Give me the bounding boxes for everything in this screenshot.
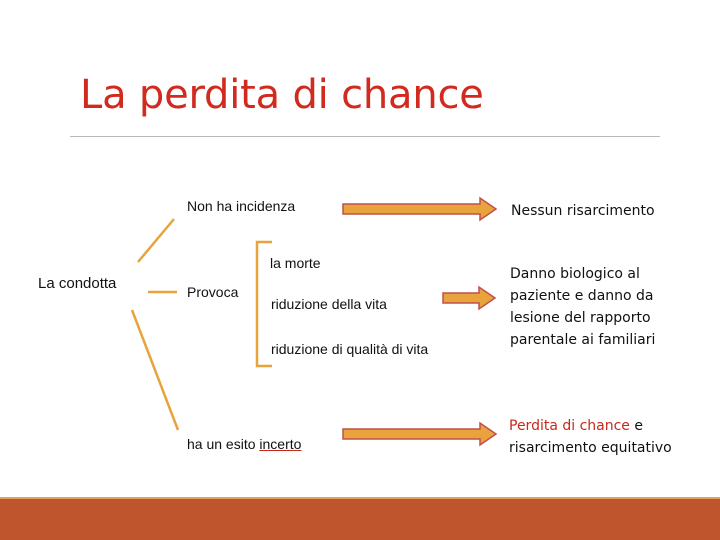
perdita-line2: risarcimento equitativo — [509, 440, 672, 456]
footer-bar — [0, 499, 720, 540]
node-non-ha-incidenza: Non ha incidenza — [187, 198, 296, 214]
outcome-danno-line: parentale ai familiari — [510, 332, 656, 348]
connector-down — [132, 310, 178, 430]
perdita-rest: e — [629, 418, 643, 434]
arrow-esito-incerto — [343, 423, 496, 445]
node-riduzione-vita: riduzione della vita — [271, 296, 387, 312]
outcome-danno-line: lesione del rapporto — [510, 310, 651, 326]
arrow-riduzione — [443, 287, 495, 309]
node-provoca: Provoca — [187, 284, 239, 300]
arrow-non-ha-incidenza — [343, 198, 496, 220]
outcome-nessun-risarcimento: Nessun risarcimento — [511, 203, 655, 219]
perdita-highlight: Perdita di chance — [509, 418, 630, 434]
node-riduzione-qualita: riduzione di qualità di vita — [271, 341, 429, 357]
esito-highlight: incerto — [259, 436, 302, 452]
node-la-condotta: La condotta — [38, 275, 117, 292]
page-title: La perdita di chance — [80, 72, 484, 118]
node-esito-incerto — [187, 436, 301, 452]
outcome-danno-line: paziente e danno da — [510, 288, 654, 304]
outcome-danno-biologico — [510, 263, 655, 351]
connector-up — [138, 219, 174, 262]
outcome-perdita-di-chance — [509, 415, 672, 459]
outcome-danno-line: Danno biologico al — [510, 266, 640, 282]
node-la-morte: la morte — [270, 255, 321, 271]
esito-prefix: ha un esito — [187, 436, 260, 452]
